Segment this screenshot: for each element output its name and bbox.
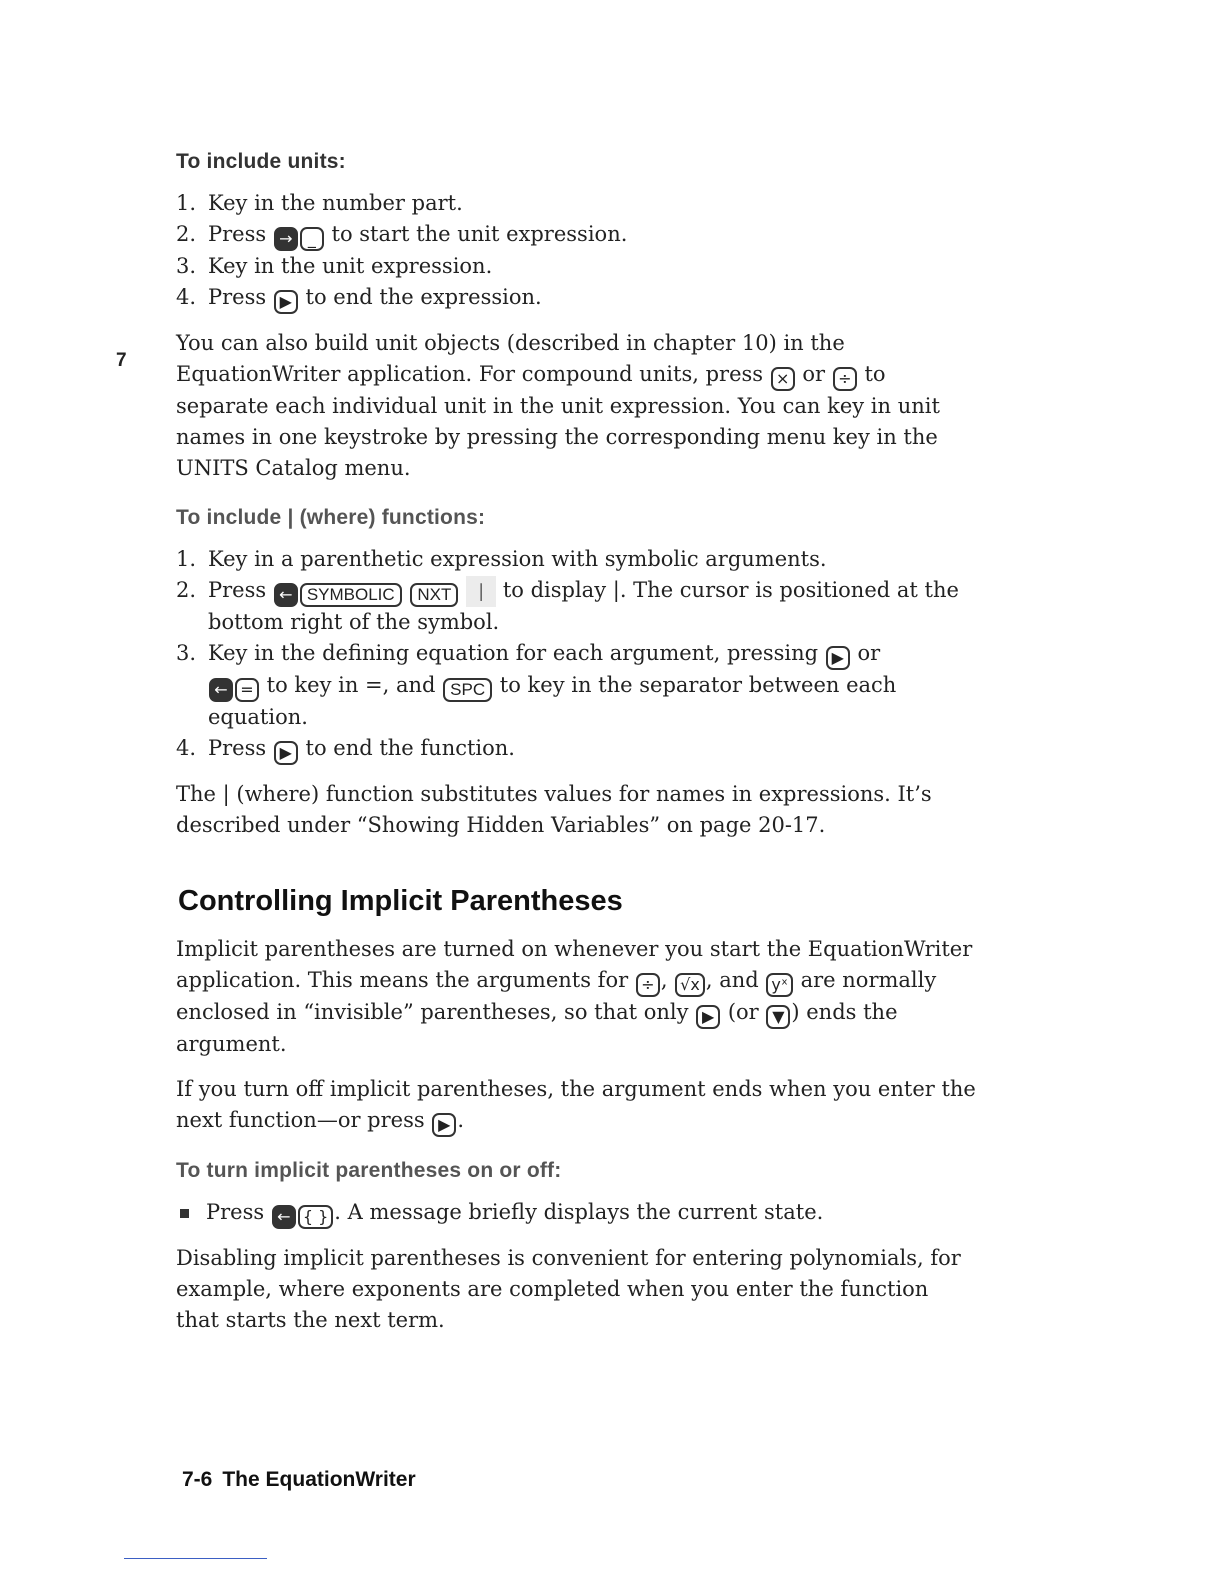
- list-item: 4. Press ▶ to end the expression.: [176, 282, 976, 314]
- units-heading: To include units:: [176, 150, 346, 173]
- right-arrow-key-icon: ▶: [432, 1113, 456, 1137]
- right-arrow-key-icon: ▶: [696, 1005, 720, 1029]
- where-steps: [176, 544, 976, 765]
- units-paragraph: You can also build unit objects (described in chapter 10) in the EquationWriter application. For compound units, press × or ÷ to separate each individual unit in the unit expression. You can key in unit names in one keystroke by pressing the corresponding menu key in the UNITS Catalog menu.: [176, 331, 940, 480]
- chapter-tab-number: 7: [116, 350, 127, 371]
- braces-key-icon: { }: [298, 1205, 333, 1229]
- list-item: 3. Key in the unit expression.: [176, 254, 493, 278]
- implicit-paragraph-3: Disabling implicit parentheses is convenient for entering polynomials, for example, where exponents are completed when you enter the function that starts the next term.: [176, 1246, 961, 1332]
- right-arrow-key-icon: ▶: [274, 741, 298, 765]
- section-heading: Controlling Implicit Parentheses: [178, 885, 623, 917]
- divide-key-icon: ÷: [833, 367, 857, 391]
- list-item: 1. Key in the number part.: [176, 191, 463, 215]
- where-heading: To include | (where) functions:: [176, 506, 486, 529]
- multiply-key-icon: ×: [771, 367, 795, 391]
- left-shift-key-icon: ←: [209, 678, 233, 702]
- page-number: 7-6: [182, 1468, 213, 1491]
- right-shift-key-icon: →: [274, 227, 298, 251]
- list-item: 4. Press ▶ to end the function.: [176, 733, 976, 765]
- right-arrow-key-icon: ▶: [826, 646, 850, 670]
- list-item: 3. Key in the defining equation for each argument, pressing ▶ or ← = to key in =, and SPC to key in the separator between each equation.: [176, 641, 897, 729]
- spc-key: SPC: [443, 678, 492, 702]
- underscore-key-icon: _: [300, 227, 324, 251]
- power-key-icon: yˣ: [766, 973, 793, 997]
- right-arrow-key-icon: ▶: [274, 290, 298, 314]
- implicit-paragraph-1: Implicit parentheses are turned on whenever you start the EquationWriter application. This means the arguments for ÷ , √x , and yˣ are normally enclosed in “invisible” parentheses, so that only ▶ (or ▼ ) ends the argument.: [176, 937, 973, 1056]
- implicit-paragraph-2: If you turn off implicit parentheses, the argument ends when you enter the next function—or press ▶ .: [176, 1074, 976, 1137]
- divide-key-icon: ÷: [636, 973, 660, 997]
- bullet-icon: [180, 1209, 189, 1218]
- page-content: [176, 150, 976, 1350]
- page-footer: [182, 1468, 426, 1492]
- left-shift-key-icon: ←: [274, 583, 298, 607]
- equals-key-icon: =: [235, 678, 259, 702]
- toggle-subheading: To turn implicit parentheses on or off:: [176, 1159, 562, 1182]
- list-item: 2. Press → _ to start the unit expression.: [176, 219, 976, 251]
- down-arrow-key-icon: ▼: [766, 1005, 790, 1029]
- where-menu-label: |: [466, 576, 496, 607]
- square-root-key-icon: √x: [675, 973, 705, 997]
- units-steps: [176, 188, 976, 314]
- where-paragraph: The | (where) function substitutes values for names in expressions. It’s described under “Showing Hidden Variables” on page 20-17.: [176, 782, 932, 837]
- chapter-title: The EquationWriter: [222, 1468, 416, 1491]
- nxt-key: NXT: [410, 583, 458, 607]
- bullet-item: Press ← { } . A message briefly displays the current state.: [176, 1197, 976, 1229]
- symbolic-key: SYMBOLIC: [300, 583, 402, 607]
- left-shift-key-icon: ←: [272, 1205, 296, 1229]
- list-item: 2. Press ← SYMBOLIC NXT | to display |. The cursor is positioned at the bottom right of the symbol.: [176, 578, 959, 634]
- bottom-rule: [124, 1558, 267, 1559]
- list-item: 1. Key in a parenthetic expression with symbolic arguments.: [176, 547, 827, 571]
